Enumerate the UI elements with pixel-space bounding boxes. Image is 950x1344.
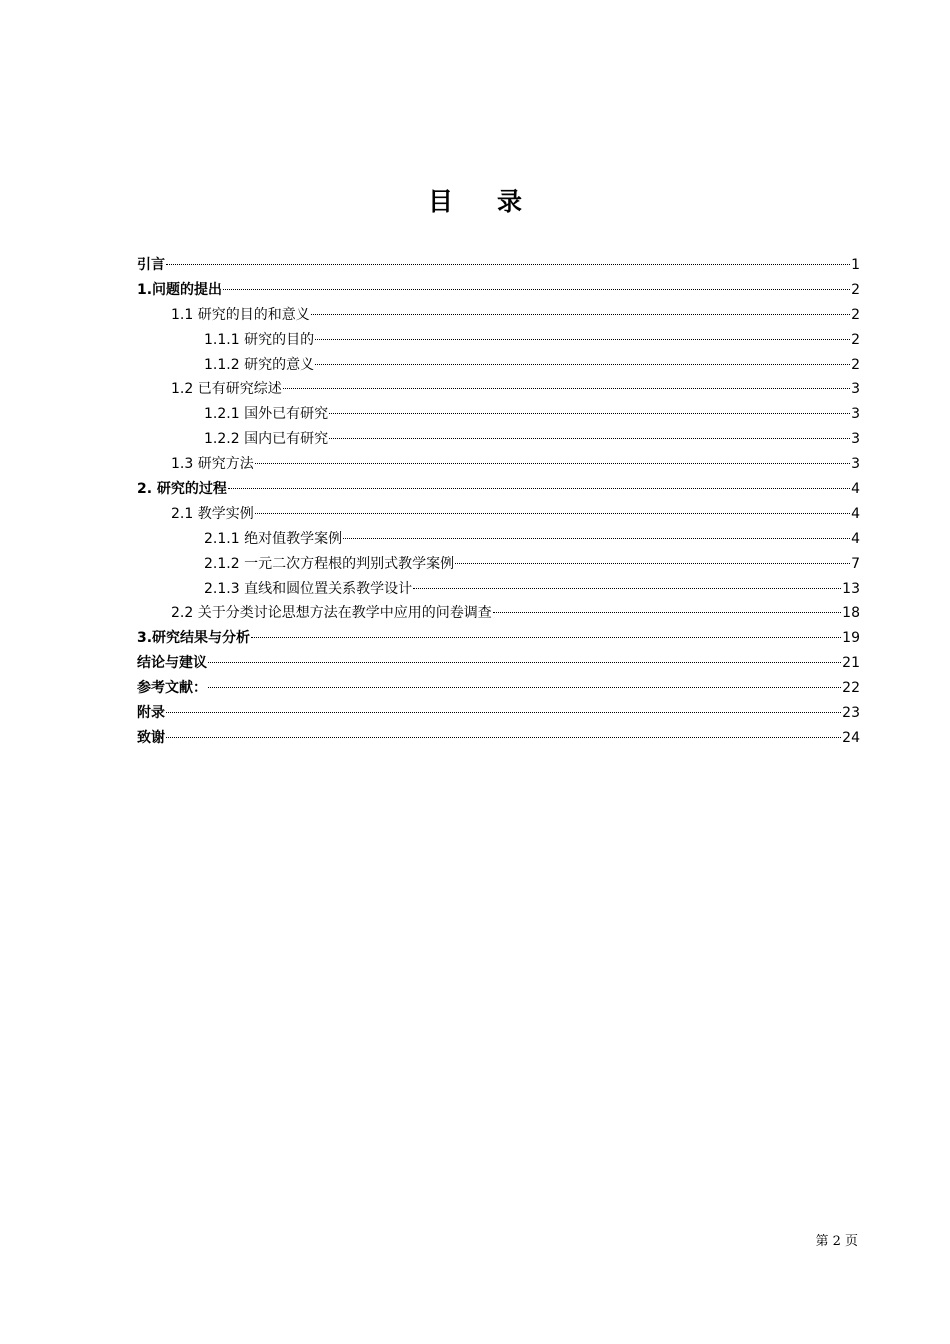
- toc-entry[interactable]: [137, 626, 860, 651]
- toc-entry-label: 1.2.2 国内已有研究: [204, 431, 329, 448]
- toc-leader-dots: [166, 737, 841, 738]
- toc-title-right: 录: [497, 187, 523, 216]
- toc-entry[interactable]: [137, 676, 860, 701]
- toc-entry-label: 3.研究结果与分析: [137, 630, 251, 647]
- toc-entry-page: 22: [842, 680, 860, 697]
- toc-entry[interactable]: [137, 278, 860, 303]
- toc-entry[interactable]: [137, 452, 860, 477]
- toc-leader-dots: [315, 339, 850, 340]
- toc-entry-label: 引言: [137, 257, 165, 273]
- toc-leader-dots: [208, 662, 841, 663]
- toc-entry-label: 1.问题的提出: [137, 281, 223, 298]
- toc-leader-dots: [413, 588, 841, 589]
- toc-entry[interactable]: [137, 477, 860, 502]
- toc-entry[interactable]: [137, 701, 860, 726]
- toc-entry-label: 附录: [137, 705, 165, 722]
- toc-entry-page: 4: [851, 530, 860, 547]
- toc-entry-label: 2. 研究的过程: [137, 481, 227, 498]
- toc-entry-page: 13: [842, 580, 860, 597]
- toc-leader-dots: [493, 612, 841, 613]
- toc-entry-label: 2.1.3 直线和圆位置关系教学设计: [204, 580, 413, 597]
- toc-entry-label: 1.1.2 研究的意义: [204, 356, 315, 373]
- toc-entry-page: 18: [842, 605, 860, 622]
- toc-leader-dots: [166, 264, 850, 265]
- toc-entry-label: 1.1.1 研究的目的: [204, 331, 315, 348]
- toc-leader-dots: [315, 364, 850, 365]
- toc-leader-dots: [329, 438, 850, 439]
- toc-entry-label: 1.1 研究的目的和意义: [171, 306, 310, 323]
- toc-entry[interactable]: [137, 328, 860, 353]
- toc-leader-dots: [329, 413, 850, 414]
- toc-entry-page: 2: [851, 306, 860, 323]
- toc-entry[interactable]: [137, 601, 860, 626]
- toc-entry[interactable]: [137, 377, 860, 402]
- toc-entry-page: 24: [842, 729, 860, 746]
- table-of-contents: [137, 253, 860, 751]
- toc-leader-dots: [208, 687, 841, 688]
- toc-entry-page: 21: [842, 655, 860, 672]
- toc-entry[interactable]: [137, 527, 860, 552]
- toc-entry-label: 参考文献：: [137, 680, 207, 697]
- toc-entry-page: 2: [851, 281, 860, 298]
- toc-entry[interactable]: [137, 552, 860, 577]
- toc-entry-label: 结论与建议: [137, 655, 207, 672]
- toc-entry[interactable]: [137, 253, 860, 278]
- toc-entry-page: 2: [851, 356, 860, 373]
- toc-entry-page: 1: [851, 257, 860, 273]
- toc-entry-page: 4: [851, 505, 860, 522]
- toc-entry-label: 1.3 研究方法: [171, 456, 254, 473]
- toc-entry-label: 致谢: [137, 729, 165, 746]
- toc-title-left: 目: [427, 187, 453, 216]
- toc-entry-page: 2: [851, 331, 860, 348]
- toc-entry-page: 19: [842, 630, 860, 647]
- toc-leader-dots: [228, 488, 850, 489]
- toc-entry[interactable]: [137, 726, 860, 751]
- toc-entry-label: 2.1.1 绝对值教学案例: [204, 530, 343, 547]
- page-footer-number: 第 2 页: [815, 1234, 858, 1249]
- toc-entry-label: 1.2 已有研究综述: [171, 381, 282, 398]
- toc-leader-dots: [343, 538, 850, 539]
- toc-entry-label: 1.2.1 国外已有研究: [204, 406, 329, 423]
- toc-entry-page: 3: [851, 406, 860, 423]
- toc-entry[interactable]: [137, 427, 860, 452]
- toc-leader-dots: [283, 388, 850, 389]
- toc-leader-dots: [166, 712, 841, 713]
- toc-entry[interactable]: [137, 353, 860, 378]
- toc-entry[interactable]: [137, 303, 860, 328]
- toc-title: [0, 182, 950, 218]
- toc-entry[interactable]: [137, 502, 860, 527]
- toc-entry[interactable]: [137, 577, 860, 602]
- toc-entry-page: 4: [851, 481, 860, 498]
- toc-entry-page: 3: [851, 431, 860, 448]
- toc-entry-label: 2.1.2 一元二次方程根的判别式教学案例: [204, 555, 455, 572]
- toc-leader-dots: [255, 513, 850, 514]
- toc-leader-dots: [311, 314, 850, 315]
- toc-leader-dots: [255, 463, 850, 464]
- toc-entry-label: 2.1 教学实例: [171, 505, 254, 522]
- toc-entry-page: 3: [851, 381, 860, 398]
- toc-entry-page: 3: [851, 456, 860, 473]
- toc-entry-label: 2.2 关于分类讨论思想方法在教学中应用的问卷调查: [171, 605, 492, 622]
- toc-leader-dots: [223, 289, 850, 290]
- toc-leader-dots: [251, 637, 841, 638]
- toc-entry-page: 7: [851, 555, 860, 572]
- toc-entry-page: 23: [842, 705, 860, 722]
- toc-entry[interactable]: [137, 651, 860, 676]
- toc-entry[interactable]: [137, 402, 860, 427]
- toc-leader-dots: [455, 563, 850, 564]
